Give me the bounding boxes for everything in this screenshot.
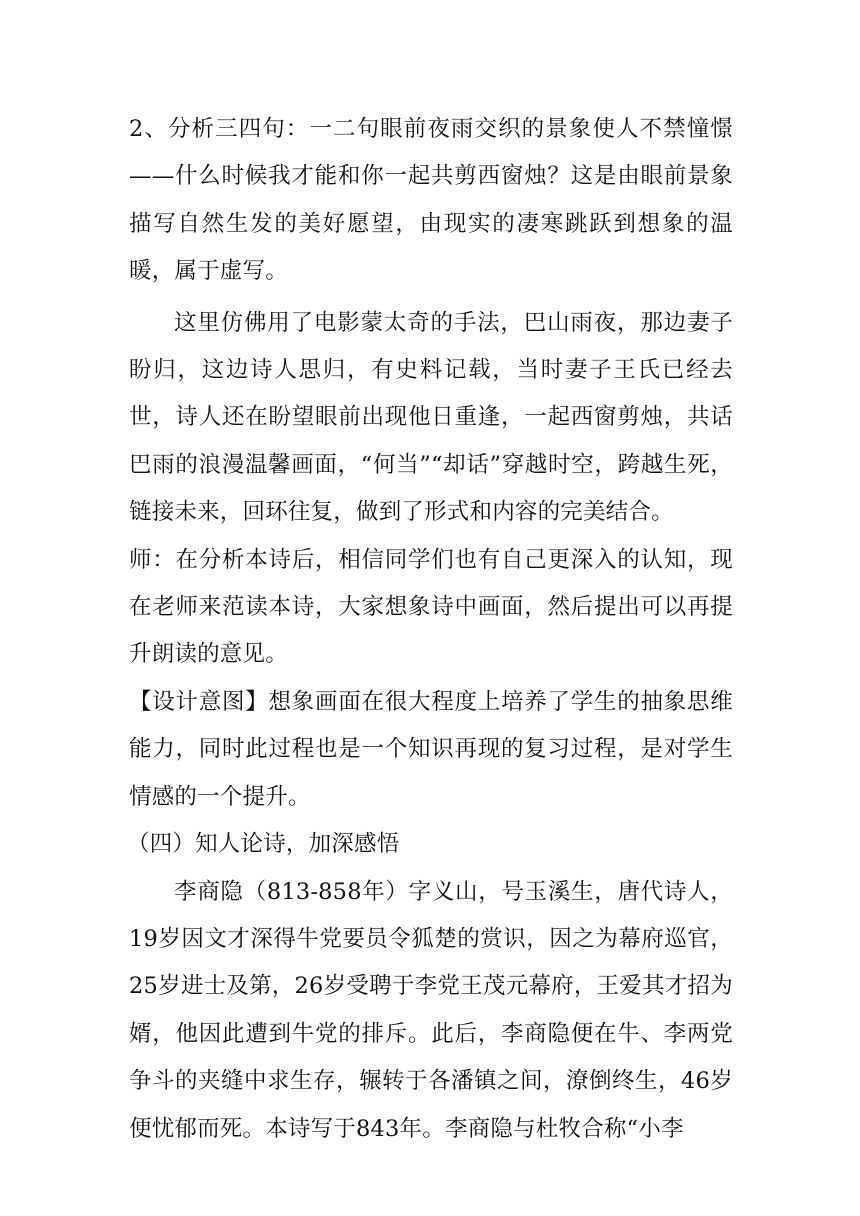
analysis-lines-3-4-paragraph: 2、分析三四句：一二句眼前夜雨交织的景象使人不禁憧憬——什么时候我才能和你一起共剪西窗烛？这是由眼前景象描写自然生发的美好愿望，由现实的凄寒跳跃到想象的温暖，属于虚写。: [129, 116, 733, 285]
document-page: [129, 106, 733, 1153]
author-biography-paragraph: 李商隐（813-858年）字义山，号玉溪生，唐代诗人，19岁因文才深得牛党要员令狐楚的赏识，因之为幕府巡官，25岁进士及第，26岁受聘于李党王茂元幕府，王爱其才招为婿，他因此遭到牛党的排斥。此后，李商隐便在牛、李两党争斗的夹缝中求生存，辗转于各潘镇之间，潦倒终生，46岁便忧郁而死。本诗写于843年。李商隐与杜牧合称“小李: [129, 878, 733, 1142]
montage-technique-paragraph: 这里仿佛用了电影蒙太奇的手法，巴山雨夜，那边妻子盼归，这边诗人思归，有史料记载，当时妻子王氏已经去世，诗人还在盼望眼前出现他日重逢，一起西窗剪烛，共话巴雨的浪漫温馨画面，“何当”“却话”穿越时空，跨越生死，链接未来，回环往复，做到了形式和内容的完美结合。: [129, 309, 733, 526]
design-intent-paragraph: 【设计意图】想象画面在很大程度上培养了学生的抽象思维能力，同时此过程也是一个知识再现的复习过程，是对学生情感的一个提升。: [129, 688, 733, 810]
teacher-speech-paragraph: 师：在分析本诗后，相信同学们也有自己更深入的认知，现在老师来范读本诗，大家想象诗中画面，然后提出可以再提升朗读的意见。: [129, 546, 733, 668]
section-heading: （四）知人论诗，加深感悟: [127, 831, 400, 858]
